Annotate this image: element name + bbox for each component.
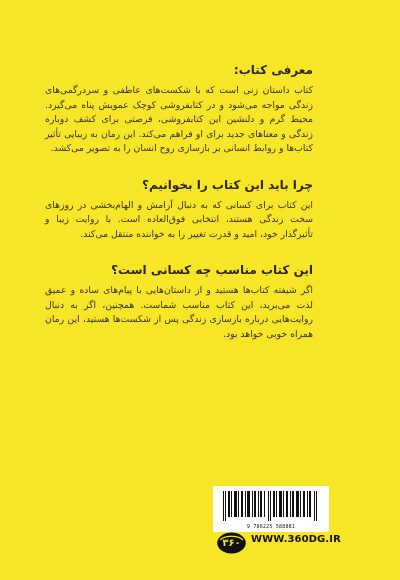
section-heading-target-audience: این کتاب مناسب چه کسانی است؟ bbox=[111, 263, 313, 277]
section-heading-introduction: معرفی کتاب: bbox=[233, 63, 313, 77]
why-read-section bbox=[45, 177, 313, 243]
section-body-why-read: این کتاب برای کسانی که به دنبال آرامش و الهام‌بخشی در روزهای سخت زندگی هستند، انتخابی فوق‌العاده است. با روایت زیبا و تأثیرگذار خود، امید و قدرت تغییر را به خواننده منتقل می‌کند. bbox=[45, 199, 313, 240]
publisher-logo-icon bbox=[216, 531, 247, 555]
publisher-website: WWW.360DG.IR bbox=[251, 534, 341, 545]
isbn-number: 9 786225 588881 bbox=[246, 524, 296, 530]
target-audience-section bbox=[45, 262, 313, 342]
cover-text-content bbox=[45, 62, 313, 362]
publisher-logo-text: ۳۶۰ bbox=[222, 538, 241, 550]
isbn-barcode bbox=[213, 486, 329, 532]
section-heading-why-read: چرا باید این کتاب را بخوانیم؟ bbox=[141, 177, 313, 192]
barcode-image bbox=[223, 491, 319, 521]
book-introduction-section bbox=[45, 62, 313, 157]
section-body-introduction: کتاب داستان زنی است که با شکست‌های عاطفی و سردرگمی‌های زندگی مواجه می‌شود و در کتابفروشی کوچک عمویش پناه می‌گیرد. محیط گرم و دلنشین این کتابفروشی، فرصتی برای کشف دوباره زندگی و معناهای جدید برای او فراهم می‌کند. این رمان به زیبایی تأثیر کتاب‌ها و روابط انسانی بر بازسازی روح انسان را به تصویر می‌کشد. bbox=[45, 85, 313, 154]
section-body-target-audience: اگر شیفته کتاب‌ها هستید و از داستان‌هایی با پیام‌های ساده و عمیق لذت می‌برید، این کتاب مناسب شماست. همچنین، اگر به دنبال روایت‌هایی درباره بازسازی زندگی پس از شکست‌ها هستید، این رمان همراه خوبی خواهد بود. bbox=[45, 285, 313, 340]
